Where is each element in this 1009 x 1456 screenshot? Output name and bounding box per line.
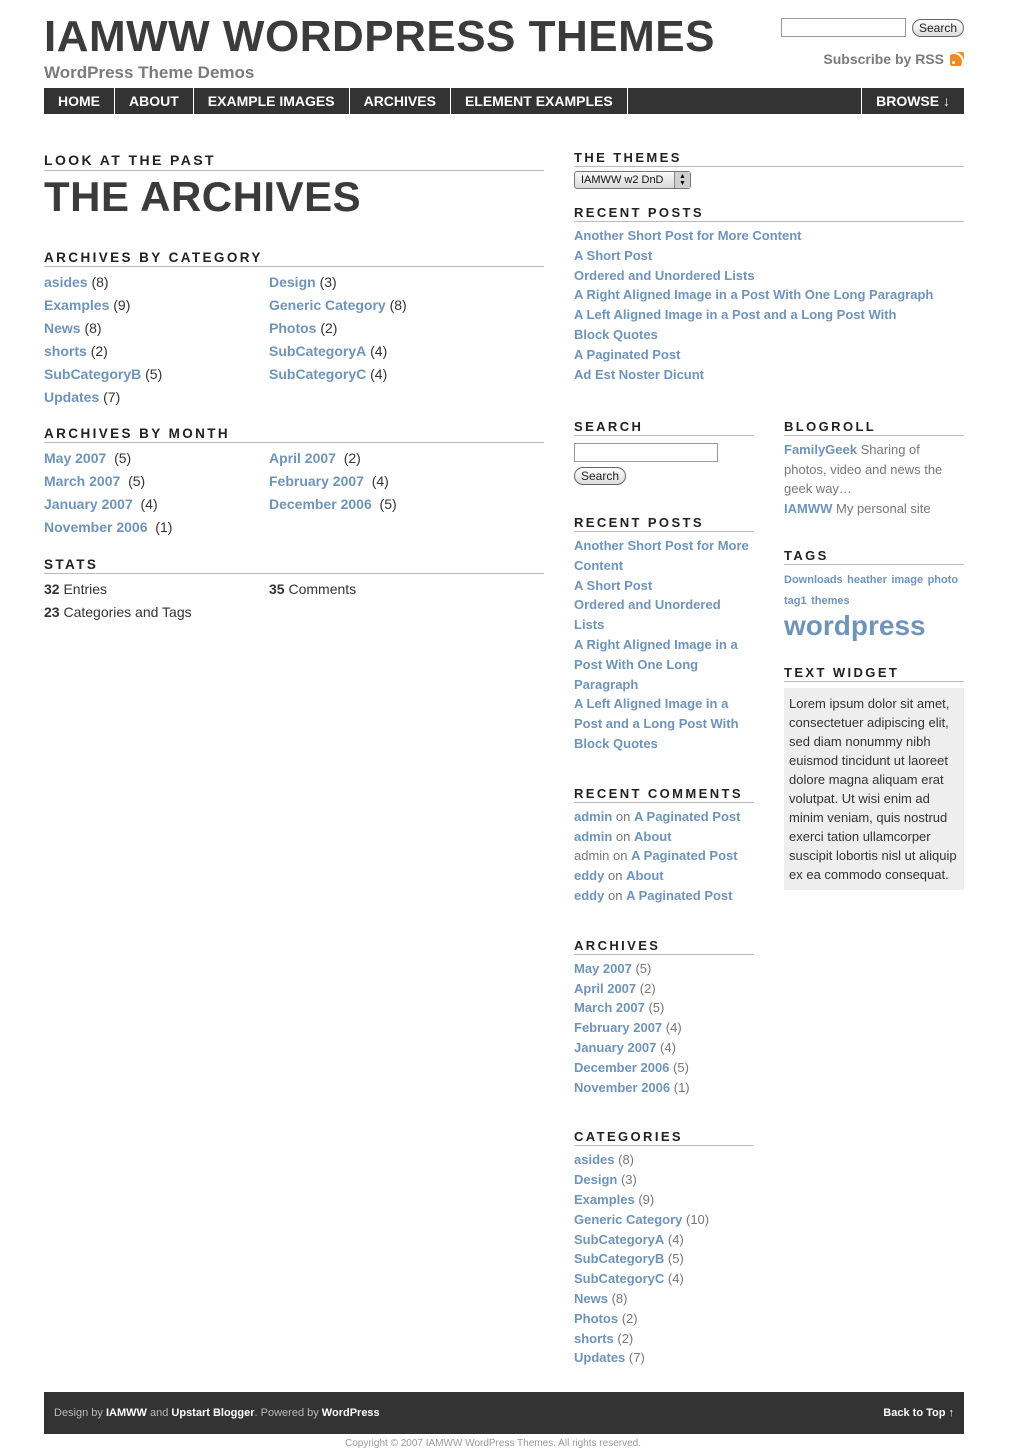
comment-on: on <box>615 808 631 824</box>
category-link[interactable]: Photos <box>269 320 317 336</box>
category-link[interactable]: asides <box>574 1152 615 1168</box>
recent-posts-list-2 <box>574 536 754 754</box>
list-item <box>574 226 964 246</box>
comment-author-link[interactable]: eddy <box>574 868 605 884</box>
post-count: (4) <box>667 1231 684 1247</box>
nav-item-example-images[interactable]: EXAMPLE IMAGES <box>194 88 350 114</box>
post-count: (4) <box>140 496 158 512</box>
comment-on: on <box>607 887 623 903</box>
nav-spacer <box>628 88 861 114</box>
list-item <box>269 470 544 493</box>
post-count: (2) <box>621 1310 638 1326</box>
post-link[interactable]: A Short Post <box>574 577 653 593</box>
archive-link[interactable]: November 2006 <box>574 1079 671 1095</box>
archives-list <box>574 959 754 1098</box>
category-link[interactable]: asides <box>44 274 88 290</box>
category-link[interactable]: SubCategoryB <box>574 1251 665 1267</box>
post-count: (4) <box>370 343 388 359</box>
page-title: THE ARCHIVES <box>44 173 362 220</box>
blogroll-link[interactable]: IAMWW <box>784 500 833 516</box>
month-link[interactable]: November 2006 <box>44 519 148 535</box>
main-nav <box>44 88 964 114</box>
stat-label: Categories and Tags <box>63 604 192 620</box>
month-column-right <box>269 447 544 539</box>
category-link[interactable]: SubCategoryA <box>574 1231 665 1247</box>
list-item <box>574 595 754 635</box>
month-link[interactable]: January 2007 <box>44 496 133 512</box>
post-count: (2) <box>617 1330 634 1346</box>
post-count: (7) <box>103 389 121 405</box>
post-count: (9) <box>638 1191 655 1207</box>
post-link[interactable]: A Right Aligned Image in a Post With One Long Paragraph <box>574 287 934 303</box>
post-link[interactable]: A Left Aligned Image in a Post and a Long Post With Block Quotes <box>574 307 897 342</box>
category-link[interactable]: Examples <box>44 297 110 313</box>
rss-feed-icon[interactable] <box>950 52 964 66</box>
post-count: (1) <box>155 519 173 535</box>
post-count: (8) <box>84 320 102 336</box>
sidebar-search-button[interactable]: Search <box>574 467 626 485</box>
footer-text: and <box>149 1407 169 1419</box>
post-count: (4) <box>371 473 389 489</box>
tag-cloud <box>784 569 964 641</box>
blogroll-desc: My personal site <box>836 500 931 516</box>
list-item <box>44 271 269 294</box>
list-item <box>574 1058 754 1078</box>
list-item <box>44 493 269 516</box>
tag-link[interactable]: themes <box>811 595 850 607</box>
category-link[interactable]: shorts <box>44 343 87 359</box>
post-count: (2) <box>90 343 108 359</box>
post-count: (1) <box>673 1079 690 1095</box>
post-link[interactable]: Ordered and Unordered Lists <box>574 597 721 633</box>
sidebar-top <box>574 150 964 384</box>
category-link[interactable]: Design <box>574 1172 618 1188</box>
post-count: (5) <box>128 473 146 489</box>
post-count: (4) <box>667 1271 684 1287</box>
post-count: (5) <box>379 496 397 512</box>
comment-post-link[interactable]: A Paginated Post <box>626 887 733 903</box>
text-widget-body: Lorem ipsum dolor sit amet, consectetuer adipiscing elit, sed diam nonummy nibh euismod tincidunt ut laoreet dolore magna aliquam erat volutpat. Ut wisi enim ad minim veniam, quis nostrud exerci tation ullamcorper suscipit lobortis nisl ut aliquip ex ea commodo consequat. <box>784 688 964 890</box>
post-count: (4) <box>660 1039 676 1055</box>
stats-list <box>44 578 544 624</box>
list-item <box>574 1190 754 1210</box>
stat-value: 23 <box>44 604 60 620</box>
list-item <box>44 516 269 539</box>
category-link[interactable]: Design <box>269 274 316 290</box>
post-count: (3) <box>319 274 337 290</box>
category-link[interactable]: SubCategoryB <box>44 366 142 382</box>
archive-link[interactable]: April 2007 <box>574 980 637 996</box>
list-item <box>574 1150 754 1170</box>
list-item <box>44 386 269 409</box>
tag-link[interactable]: Downloads <box>784 574 843 586</box>
list-item <box>574 266 964 286</box>
sidebar-left-column <box>574 419 754 1368</box>
list-item <box>784 499 964 519</box>
post-count: (3) <box>620 1172 637 1188</box>
copyright-text: Copyright © 2007 IAMWW WordPress Themes. All rights reserved. <box>345 1438 641 1449</box>
comment-on: on <box>613 848 628 864</box>
tag-link[interactable]: image <box>891 574 924 586</box>
recent-comments-list <box>574 807 754 906</box>
archive-link[interactable]: May 2007 <box>574 960 632 976</box>
back-to-top-link[interactable]: Back to Top ↑ <box>883 1407 954 1419</box>
list-item <box>574 998 754 1018</box>
archive-link[interactable]: February 2007 <box>574 1020 663 1036</box>
list-item <box>574 576 754 596</box>
footer-link-iamww[interactable]: IAMWW <box>105 1407 147 1419</box>
comment-author-link[interactable]: admin <box>574 808 613 824</box>
month-link[interactable]: March 2007 <box>44 473 121 489</box>
stat-categories <box>44 601 269 624</box>
archive-link[interactable]: March 2007 <box>574 1000 645 1016</box>
post-count: (5) <box>145 366 163 382</box>
comment-on: on <box>607 868 623 884</box>
list-item <box>574 979 754 999</box>
comment-author: admin <box>574 848 610 864</box>
post-count: (10) <box>686 1211 710 1227</box>
month-link[interactable]: April 2007 <box>269 450 336 466</box>
list-item <box>574 1038 754 1058</box>
comment-on: on <box>615 828 631 844</box>
list-item <box>574 536 754 576</box>
list-item <box>574 1249 754 1269</box>
archives-heading: ARCHIVES <box>574 938 754 955</box>
list-item <box>44 447 269 470</box>
category-link[interactable]: Updates <box>574 1350 626 1366</box>
stat-label: Entries <box>63 581 108 597</box>
post-count: (5) <box>635 960 652 976</box>
tag-link[interactable]: photo <box>927 574 959 586</box>
post-count: (5) <box>667 1251 684 1267</box>
post-count: (2) <box>320 320 338 336</box>
list-item <box>574 959 754 979</box>
rss-label[interactable]: Subscribe by RSS <box>823 51 944 67</box>
stat-value: 32 <box>44 581 60 597</box>
comment-author-link[interactable]: admin <box>574 828 613 844</box>
list-item <box>269 317 544 340</box>
list-item <box>574 1289 754 1309</box>
list-item <box>574 1078 754 1098</box>
main-content <box>44 152 544 624</box>
post-link[interactable]: Ordered and Unordered Lists <box>574 267 755 283</box>
rss-subscribe-link[interactable] <box>823 51 964 67</box>
theme-select[interactable] <box>574 171 691 189</box>
post-count: (7) <box>628 1350 645 1366</box>
category-link[interactable]: SubCategoryA <box>269 343 367 359</box>
footer <box>44 1392 964 1434</box>
list-item <box>574 635 754 694</box>
category-link[interactable]: Examples <box>574 1191 635 1207</box>
stat-label: Comments <box>288 581 357 597</box>
archives-by-month-heading: ARCHIVES BY MONTH <box>44 426 544 443</box>
categories-list <box>574 1150 754 1368</box>
post-link[interactable]: Another Short Post for More Content <box>574 228 802 243</box>
themes-heading: THE THEMES <box>574 150 964 167</box>
list-item <box>574 1269 754 1289</box>
month-link[interactable]: May 2007 <box>44 450 107 466</box>
text-widget-heading: TEXT WIDGET <box>784 665 964 682</box>
post-count: (5) <box>673 1059 689 1075</box>
header-search-button[interactable]: Search <box>912 19 964 37</box>
list-item <box>44 317 269 340</box>
post-link[interactable]: A Left Aligned Image in a Post and a Long Post With Block Quotes <box>574 696 739 751</box>
post-count: (4) <box>665 1020 682 1036</box>
comment-post-link[interactable]: A Paginated Post <box>631 848 738 864</box>
post-count: (2) <box>343 450 361 466</box>
list-item <box>784 440 964 499</box>
archives-by-category-heading: ARCHIVES BY CATEGORY <box>44 250 544 267</box>
site-tagline: WordPress Theme Demos <box>44 63 255 82</box>
recent-comments-heading: RECENT COMMENTS <box>574 786 754 803</box>
tag-link[interactable]: heather <box>847 574 887 586</box>
post-link[interactable]: Another Short Post for More Content <box>574 538 749 573</box>
stat-comments <box>269 578 544 601</box>
list-item <box>574 345 964 365</box>
list-item <box>574 365 964 385</box>
post-count: (5) <box>648 1000 665 1016</box>
list-item <box>574 846 754 866</box>
stats-heading: STATS <box>44 557 544 574</box>
list-item <box>574 1329 754 1349</box>
footer-credits <box>54 1407 380 1419</box>
post-count: (8) <box>91 274 109 290</box>
recent-posts-heading-2: RECENT POSTS <box>574 515 754 532</box>
list-item <box>574 285 964 305</box>
category-column-left <box>44 271 269 409</box>
list-item <box>574 807 754 827</box>
category-link[interactable]: Generic Category <box>269 297 386 313</box>
sidebar-right-column <box>784 419 964 890</box>
tags-heading: TAGS <box>784 548 964 565</box>
list-item <box>44 470 269 493</box>
list-item <box>269 447 544 470</box>
list-item <box>44 363 269 386</box>
list-item <box>269 294 544 317</box>
comment-post-link[interactable]: About <box>626 868 664 884</box>
list-item <box>574 827 754 847</box>
month-column-left <box>44 447 269 539</box>
site-title[interactable]: IAMWW WORDPRESS THEMES <box>44 12 715 61</box>
nav-browse-button[interactable]: BROWSE ↓ <box>861 88 964 114</box>
month-link[interactable]: February 2007 <box>269 473 364 489</box>
list-item <box>574 694 754 753</box>
nav-item-element-examples[interactable]: ELEMENT EXAMPLES <box>451 88 628 114</box>
categories-heading: CATEGORIES <box>574 1129 754 1146</box>
footer-text: . Powered by <box>254 1407 319 1419</box>
blogroll-link[interactable]: FamilyGeek <box>784 442 857 457</box>
sidebar-search-input[interactable] <box>574 443 718 462</box>
list-item <box>574 1309 754 1329</box>
recent-posts-heading: RECENT POSTS <box>574 205 964 222</box>
post-link[interactable]: A Right Aligned Image in a Post With One Long Paragraph <box>574 636 738 692</box>
theme-select-value: IAMWW w2 DnD <box>581 174 664 186</box>
category-link[interactable]: News <box>574 1290 608 1306</box>
search-heading: SEARCH <box>574 419 754 436</box>
post-link[interactable]: Ad Est Noster Dicunt <box>574 366 705 382</box>
list-item <box>269 493 544 516</box>
nav-item-home[interactable]: HOME <box>44 88 115 114</box>
list-item <box>269 271 544 294</box>
post-count: (2) <box>639 980 656 996</box>
header-search-input[interactable] <box>781 18 906 37</box>
nav-item-about[interactable]: ABOUT <box>115 88 194 114</box>
post-count: (8) <box>611 1290 628 1306</box>
list-item <box>574 866 754 886</box>
list-item <box>574 1018 754 1038</box>
list-item <box>574 1210 754 1230</box>
footer-link-upstart[interactable]: Upstart Blogger <box>171 1407 255 1419</box>
recent-posts-list <box>574 226 964 384</box>
category-link[interactable]: shorts <box>574 1330 614 1346</box>
tag-link[interactable]: wordpress <box>784 610 926 641</box>
archive-link[interactable]: January 2007 <box>574 1039 657 1055</box>
list-item <box>44 340 269 363</box>
post-count: (5) <box>114 450 132 466</box>
category-link[interactable]: Photos <box>574 1310 619 1326</box>
category-link[interactable]: News <box>44 320 81 336</box>
list-item <box>574 305 919 345</box>
list-item <box>574 1230 754 1250</box>
category-column-right <box>269 271 544 409</box>
category-link[interactable]: SubCategoryC <box>269 366 367 382</box>
list-item <box>574 1348 754 1368</box>
blogroll-desc: Sharing of photos, video and news the geek way… <box>784 442 943 496</box>
stat-entries <box>44 578 269 601</box>
list-item <box>269 340 544 363</box>
post-count: (8) <box>618 1152 634 1168</box>
page-kicker: LOOK AT THE PAST <box>44 152 544 171</box>
post-count: (8) <box>389 297 407 313</box>
post-link[interactable]: A Paginated Post <box>574 346 681 362</box>
post-count: (4) <box>370 366 388 382</box>
category-link[interactable]: Generic Category <box>574 1211 683 1227</box>
footer-text: Design by <box>54 1407 103 1419</box>
category-archive-list <box>44 271 544 409</box>
blogroll-heading: BLOGROLL <box>784 419 964 436</box>
stat-value: 35 <box>269 581 285 597</box>
blogroll-list <box>784 440 964 518</box>
tag-link[interactable]: tag1 <box>784 595 807 607</box>
list-item <box>44 294 269 317</box>
category-link[interactable]: SubCategoryC <box>574 1271 665 1287</box>
select-arrows-icon: ▲ ▼ <box>674 172 690 188</box>
list-item <box>574 246 964 266</box>
footer-link-wordpress[interactable]: WordPress <box>321 1407 380 1419</box>
comment-author-link[interactable]: eddy <box>574 887 605 903</box>
list-item <box>269 363 544 386</box>
month-archive-list <box>44 447 544 539</box>
list-item <box>574 1170 754 1190</box>
list-item <box>574 886 754 906</box>
post-link[interactable]: A Short Post <box>574 247 653 263</box>
category-link[interactable]: Updates <box>44 389 100 405</box>
comment-post-link[interactable]: A Paginated Post <box>634 808 741 824</box>
month-link[interactable]: December 2006 <box>269 496 372 512</box>
archive-link[interactable]: December 2006 <box>574 1059 670 1075</box>
comment-post-link[interactable]: About <box>634 828 672 844</box>
post-count: (9) <box>113 297 131 313</box>
nav-item-archives[interactable]: ARCHIVES <box>350 88 451 114</box>
